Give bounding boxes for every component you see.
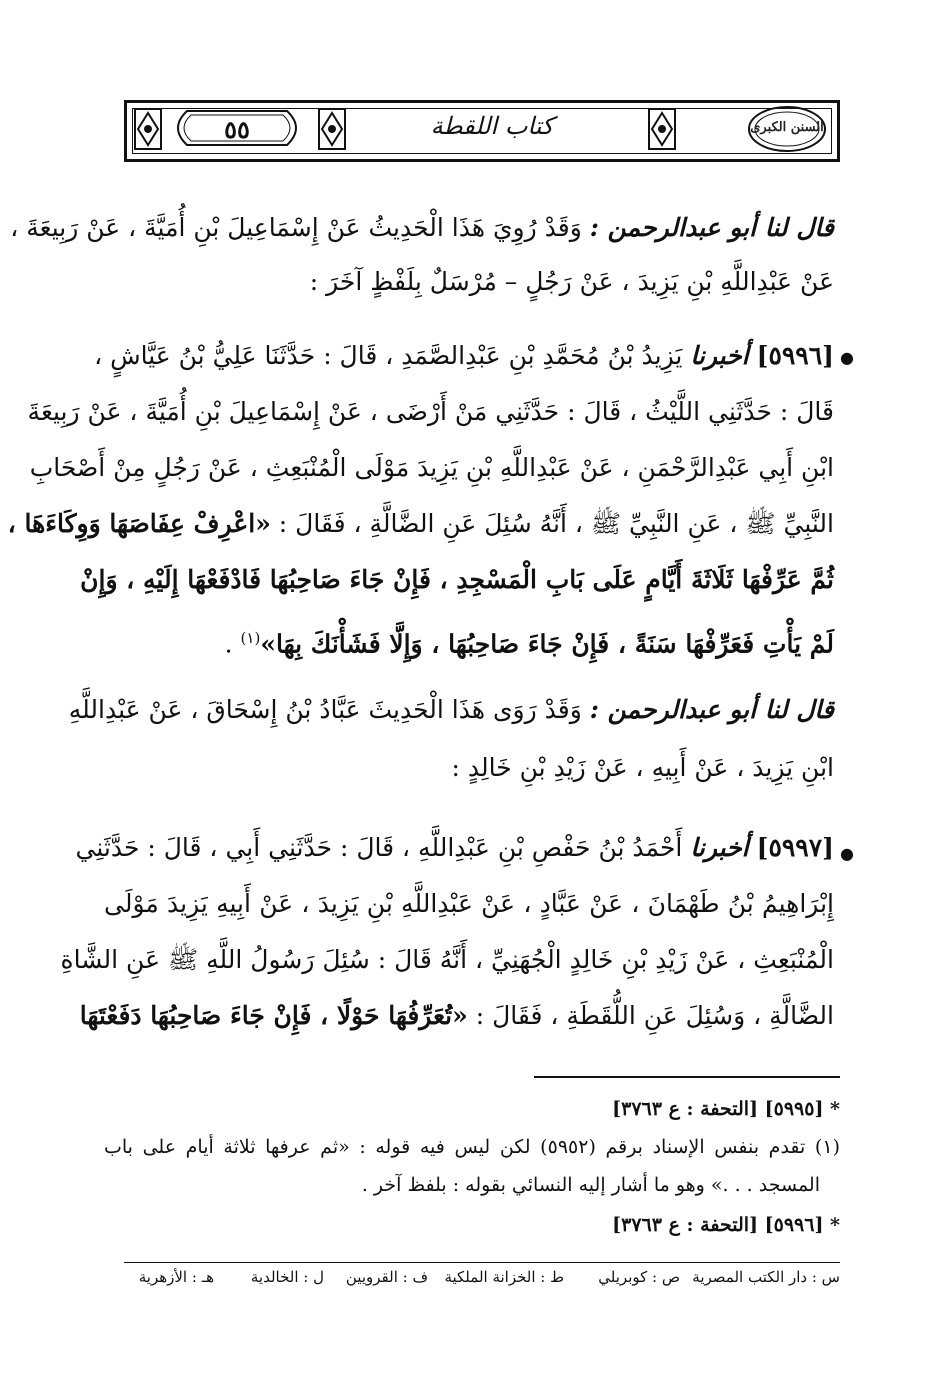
footnote-text: المسجد . . .» وهو ما أشار إليه النسائي بقوله : بلفظ آخر . bbox=[361, 1174, 820, 1196]
page-number: ٥٥ bbox=[224, 115, 250, 144]
legend-item: ط : الخزانة الملكية bbox=[444, 1268, 564, 1286]
akhbarana-word: أخبرنا bbox=[690, 833, 749, 862]
legend-item: س : دار الكتب المصرية bbox=[692, 1268, 840, 1286]
hadith-matn-line: ثُمَّ عَرِّفْهَا ثَلَاثَةَ أَيَّامٍ عَلَى بَابِ الْمَسْجِدِ ، فَإِنْ جَاءَ صَاحِبُهَا فَادْفَعْهَا إِلَيْهِ ، وَإِنْ bbox=[80, 565, 834, 594]
page-header bbox=[124, 100, 840, 162]
text-line bbox=[68, 690, 834, 730]
line-text: الضَّالَّةِ ، وَسُئِلَ عَنِ اللُّقَطَةِ ، فَقَالَ : bbox=[475, 1001, 834, 1030]
bullet-icon: ● bbox=[840, 844, 854, 863]
book-title: كتاب اللقطة bbox=[430, 112, 554, 140]
left-ornament-icon bbox=[133, 107, 163, 151]
text-line bbox=[104, 618, 834, 664]
text-line: ابْنِ أَبِي عَبْدِالرَّحْمَنِ ، عَنْ عَبْدِاللَّهِ بْنِ يَزِيدَ مَوْلَى الْمُنْبَعِثِ ، عَنْ رَجُلٍ مِنْ أَصْحَابِ bbox=[29, 453, 834, 482]
hadith-number: [٥٩٩٧] bbox=[756, 833, 834, 862]
mid-left-ornament-icon bbox=[317, 107, 347, 151]
line-text: وَقَدْ رَوَى هَذَا الْحَدِيثَ عَبَّادُ بْنُ إِسْحَاقَ ، عَنْ عَبْدِاللَّهِ bbox=[68, 695, 582, 724]
line-text: أَحْمَدُ بْنُ حَفْصِ بْنِ عَبْدِاللَّهِ ، قَالَ : حَدَّثَنِي أَبِي ، قَالَ : حَدَّثَنِي bbox=[75, 833, 683, 862]
manuscript-legend bbox=[124, 1268, 840, 1302]
footnote-marker[interactable]: (١) bbox=[240, 629, 261, 647]
text-line bbox=[7, 504, 834, 544]
akhbarana-word: أخبرنا bbox=[690, 341, 749, 370]
footnote-text: (١) تقدم بنفس الإسناد برقم (٥٩٥٢) لكن ليس فيه قوله : «ثم عرفها ثلاثة أيام على باب bbox=[104, 1136, 840, 1158]
hadith-matn: «اعْرِفْ عِفَاصَهَا وَوِكَاءَهَا ، bbox=[7, 509, 271, 538]
line-end: . bbox=[224, 629, 233, 659]
text-line: إِبْرَاهِيمُ بْنُ طَهْمَانَ ، عَنْ عَبَّادٍ ، عَنْ عَبْدِاللَّهِ بْنِ يَزِيدَ ، عَنْ أَبِيهِ يَزِيدَ مَوْلَى bbox=[104, 889, 834, 918]
bottom-divider bbox=[124, 1262, 840, 1263]
logo-text: السنن الكبرى bbox=[750, 120, 824, 135]
text-line bbox=[79, 996, 834, 1036]
line-text: وَقَدْ رُوِيَ هَذَا الْحَدِيثُ عَنْ إِسْمَاعِيلَ بْنِ أُمَيَّةَ ، عَنْ رَبِيعَةَ ، bbox=[10, 213, 582, 242]
footnote-reference: * [٥٩٩٦] [التحفة : ع ٣٧٦٣] bbox=[612, 1214, 840, 1236]
text-line bbox=[94, 336, 834, 376]
hadith-matn: «تُعَرِّفُهَا حَوْلًا ، فَإِنْ جَاءَ صَاحِبُهَا دَفَعْتَهَا bbox=[79, 1001, 468, 1030]
bullet-icon: ● bbox=[840, 348, 854, 367]
text-line: قَالَ : حَدَّثَنِي اللَّيْثُ ، قَالَ : حَدَّثَنِي مَنْ أَرْضَى ، عَنْ إِسْمَاعِيلَ بْنِ أُمَيَّةَ ، عَنْ رَبِيعَةَ bbox=[27, 397, 834, 426]
mid-right-ornament-icon bbox=[647, 107, 677, 151]
text-line: ابْنِ يَزِيدَ ، عَنْ أَبِيهِ ، عَنْ زَيْدِ بْنِ خَالِدٍ : bbox=[451, 753, 834, 782]
narrator-intro: قال لنا أبو عبدالرحمن : bbox=[589, 213, 834, 242]
hadith-matn: لَمْ يَأْتِ فَعَرِّفْهَا سَنَةً ، فَإِنْ جَاءَ صَاحِبُهَا ، وَإِلَّا فَشَأْنَكَ بِهَا» bbox=[260, 629, 834, 659]
legend-item: ف : القرويين bbox=[345, 1268, 428, 1286]
legend-item: هـ : الأزهرية bbox=[138, 1268, 214, 1286]
footnote-reference: * [٥٩٩٥] [التحفة : ع ٣٧٦٣] bbox=[612, 1098, 840, 1120]
line-text: النَّبِيِّ ﷺ ، عَنِ النَّبِيِّ ﷺ ، أَنَّهُ سُئِلَ عَنِ الضَّالَّةِ ، فَقَالَ : bbox=[278, 509, 834, 538]
text-line bbox=[75, 828, 834, 868]
legend-item: ل : الخالدية bbox=[250, 1268, 324, 1286]
page-number-frame bbox=[167, 109, 307, 147]
text-line bbox=[10, 208, 834, 248]
footnote-divider bbox=[534, 1076, 840, 1078]
narrator-intro: قال لنا أبو عبدالرحمن : bbox=[589, 695, 834, 724]
legend-item: ص : كوبريلي bbox=[598, 1268, 680, 1286]
book-logo bbox=[747, 105, 827, 153]
text-line: عَنْ عَبْدِاللَّهِ بْنِ يَزِيدَ ، عَنْ رَجُلٍ – مُرْسَلٌ بِلَفْظٍ آخَرَ : bbox=[309, 267, 834, 296]
hadith-number: [٥٩٩٦] bbox=[756, 341, 834, 370]
text-line: الْمُنْبَعِثِ ، عَنْ زَيْدِ بْنِ خَالِدٍ الْجُهَنِيِّ ، أَنَّهُ قَالَ : سُئِلَ رَسُولُ اللَّهِ ﷺ عَنِ الشَّاةِ bbox=[60, 945, 834, 974]
line-text: يَزِيدُ بْنُ مُحَمَّدِ بْنِ عَبْدِالصَّمَدِ ، قَالَ : حَدَّثَنَا عَلِيُّ بْنُ عَيَّاشٍ ، bbox=[94, 341, 683, 370]
